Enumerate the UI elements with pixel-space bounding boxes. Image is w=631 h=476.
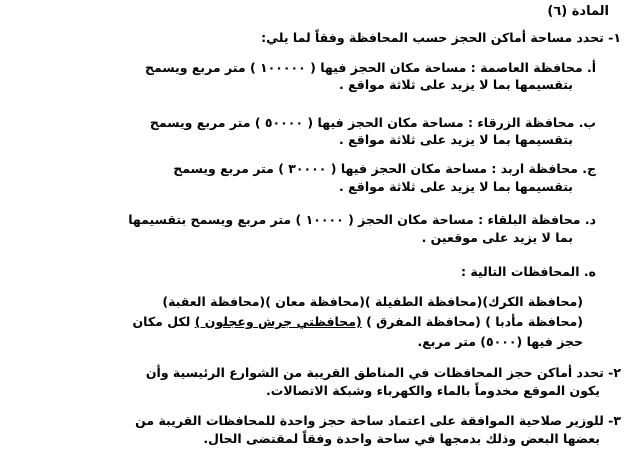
item-e-underlined-governorates: (محافظتي جرش وعجلون ): [194, 314, 362, 329]
section-1-line: [261, 30, 621, 46]
item-e-line-1: (محافظة الكرك)(محافظة الطفيلة )(محافظة معان )(محافظة العقبة): [162, 294, 583, 309]
item-a-text: محافظة العاصمة : مساحة مكان الحجز فيها ( ١٠٠٠٠٠ ) متر مربع ويسمح: [144, 60, 583, 75]
item-a-line-1: [145, 60, 596, 76]
section-3-line-2: بعضها البعض وذلك بدمجها في ساحة واحدة وفقاً لمقتضى الحال.: [203, 431, 600, 446]
item-d-text: محافظة البلقاء : مساحة مكان الحجز ( ١٠٠٠٠ ) متر مربع ويسمح بتقسيمها: [128, 212, 581, 227]
item-d-line-1: [128, 212, 596, 228]
item-e-line-2-start: (محافظة مأدبا ) (محافظة المفرق ): [361, 314, 583, 329]
item-b-letter: ب.: [578, 115, 596, 130]
section-3-number: ٣-: [608, 413, 621, 428]
item-b-text: محافظة الزرقاء : مساحة مكان الحجز فيها ( ٥٠٠٠٠ ) متر مربع ويسمح: [149, 115, 575, 130]
item-a-line-2: بتقسيمها بما لا يزيد على ثلاثة مواقع .: [339, 77, 573, 92]
item-e-line-3: حجز فيها (٥٠٠٠) متر مربع.: [417, 334, 583, 349]
item-a-letter: أ.: [586, 60, 596, 75]
section-1-text: تحدد مساحة أماكن الحجز حسب المحافظة وفقاً لما يلي:: [261, 30, 604, 45]
item-e-line-2: [133, 314, 583, 330]
item-c-letter: ج.: [582, 161, 596, 176]
section-1-number: ١-: [608, 30, 621, 45]
section-2-text: تحدد أماكن حجز المحافظات في المناطق القريبة من الشوارع الرئيسية وأن: [145, 365, 604, 380]
item-c-line-1: [173, 161, 596, 177]
section-2-line-1: [146, 365, 621, 381]
section-2-line-2: يكون الموقع مخدوماً بالماء والكهرباء وشبكة الاتصالات.: [266, 383, 600, 398]
section-2-number: ٢-: [608, 365, 621, 380]
item-e-title-line: [461, 264, 596, 280]
item-d-letter: د.: [584, 212, 596, 227]
item-e-title: المحافظات التالية :: [460, 264, 580, 279]
item-b-line-1: [150, 115, 596, 131]
item-c-text: محافظة اربد : مساحة مكان الحجز فيها ( ٣٠٠٠٠ ) متر مربع ويسمح: [173, 161, 578, 176]
item-c-line-2: بتقسيمها بما لا يزيد على ثلاثة مواقع .: [339, 179, 573, 194]
section-3-line-1: [135, 413, 621, 429]
item-d-line-2: بما لا يزيد على موقعين .: [421, 230, 573, 245]
item-b-line-2: بتقسيمها بما لا يزيد على ثلاثة مواقع .: [339, 132, 573, 147]
article-heading: المادة (٦): [547, 4, 609, 19]
item-e-letter: ه.: [583, 264, 596, 279]
item-e-line-2-end: لكل مكان: [132, 314, 195, 329]
section-3-text: للوزير صلاحية الموافقة على اعتماد ساحة حجز واحدة للمحافظات القريبة من: [135, 413, 604, 428]
